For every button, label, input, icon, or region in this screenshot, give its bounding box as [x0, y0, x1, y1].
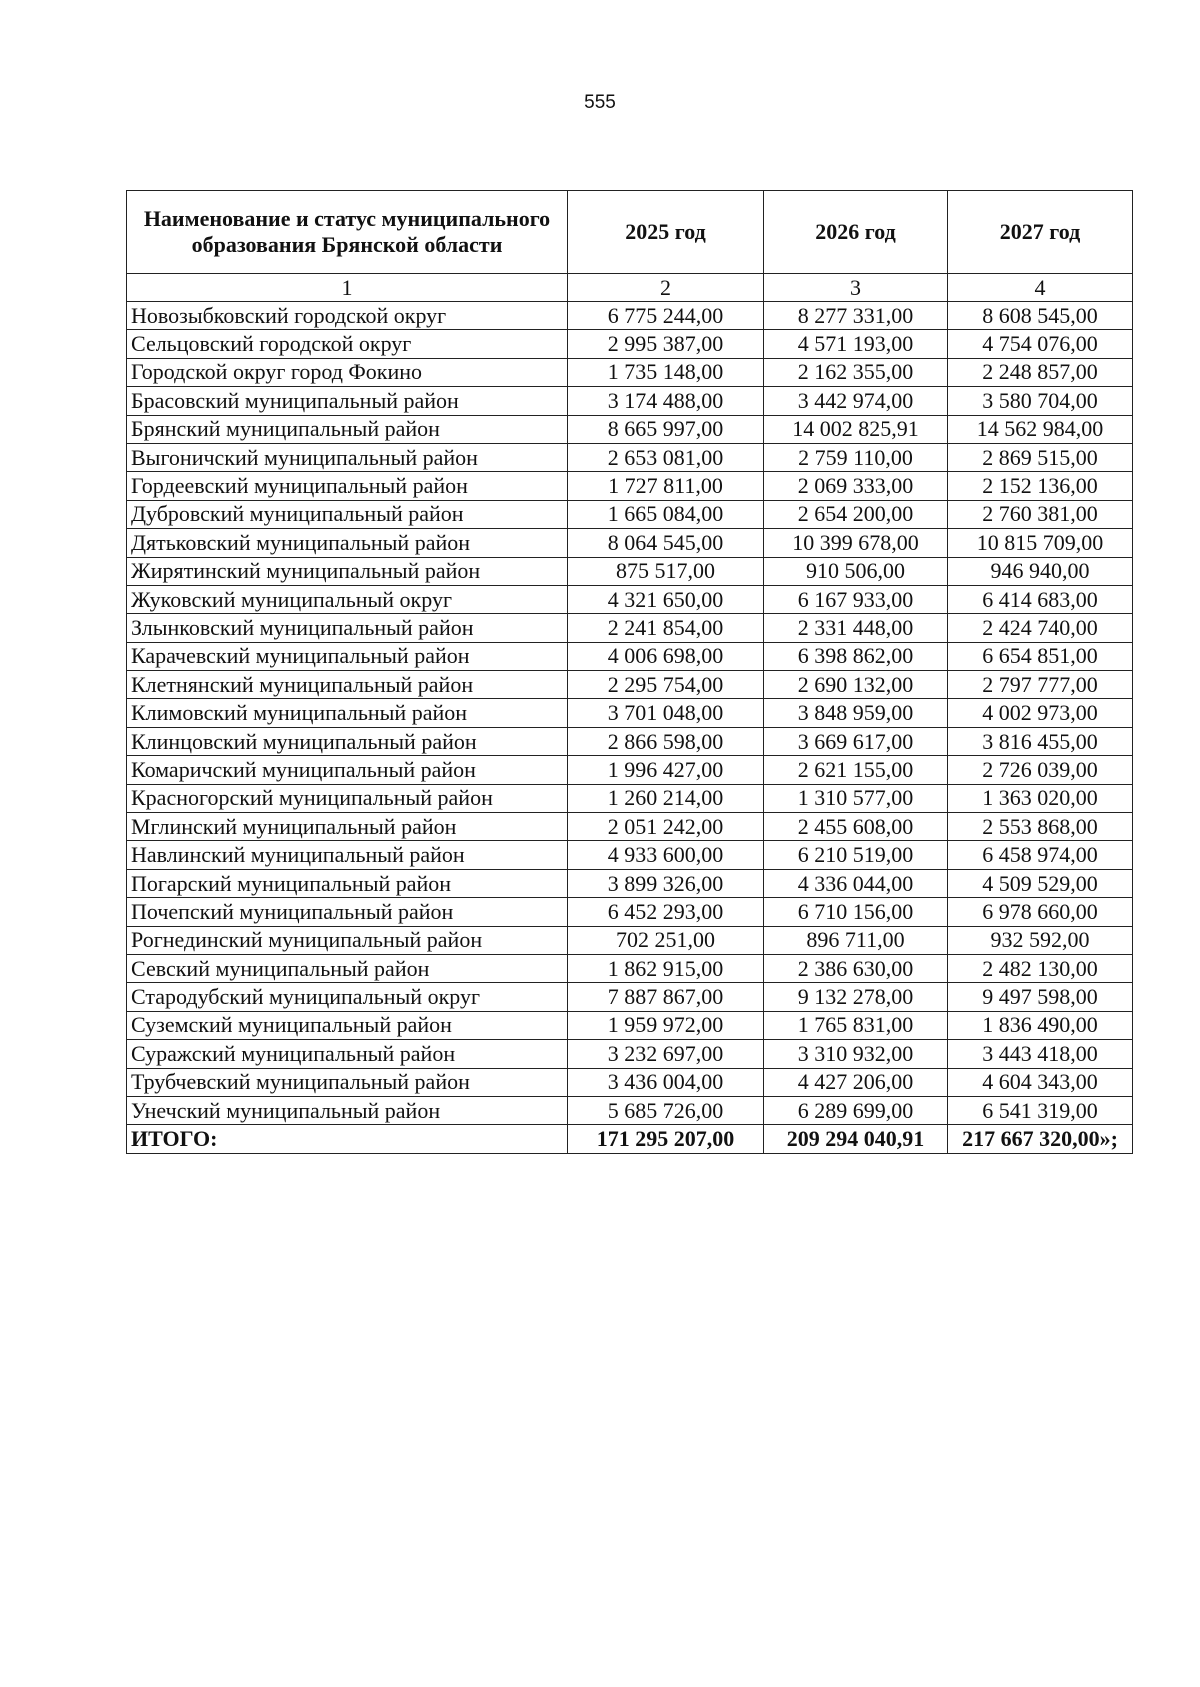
table-row	[127, 756, 1133, 784]
municipality-name-cell: Дятьковский муниципальный район	[127, 529, 568, 557]
municipality-name-cell: Клетнянский муниципальный район	[127, 671, 568, 699]
municipality-name-cell: Навлинский муниципальный район	[127, 841, 568, 869]
value-2025-cell: 2 051 242,00	[568, 813, 764, 841]
table-row	[127, 671, 1133, 699]
value-2025-cell: 1 735 148,00	[568, 358, 764, 386]
table-row	[127, 642, 1133, 670]
value-2026-cell: 2 759 110,00	[764, 443, 948, 471]
municipality-name-cell: Рогнединский муниципальный район	[127, 926, 568, 954]
header-municipality: Наименование и статус муниципального образования Брянской области	[127, 191, 568, 274]
table-row	[127, 557, 1133, 585]
value-2026-cell: 2 621 155,00	[764, 756, 948, 784]
column-number-row	[127, 274, 1133, 302]
value-2025-cell: 4 933 600,00	[568, 841, 764, 869]
municipality-name-cell: Брянский муниципальный район	[127, 415, 568, 443]
total-2027: 217 667 320,00»;	[948, 1125, 1133, 1153]
value-2026-cell: 2 162 355,00	[764, 358, 948, 386]
value-2025-cell: 2 653 081,00	[568, 443, 764, 471]
value-2027-cell: 6 414 683,00	[948, 585, 1133, 613]
municipality-name-cell: Карачевский муниципальный район	[127, 642, 568, 670]
value-2026-cell: 8 277 331,00	[764, 302, 948, 330]
value-2027-cell: 2 424 740,00	[948, 614, 1133, 642]
value-2027-cell: 4 604 343,00	[948, 1068, 1133, 1096]
value-2025-cell: 8 665 997,00	[568, 415, 764, 443]
header-2026: 2026 год	[764, 191, 948, 274]
value-2026-cell: 1 765 831,00	[764, 1011, 948, 1039]
value-2025-cell: 1 665 084,00	[568, 500, 764, 528]
table-row	[127, 387, 1133, 415]
table-row	[127, 784, 1133, 812]
table-row	[127, 1068, 1133, 1096]
value-2026-cell: 3 310 932,00	[764, 1040, 948, 1068]
value-2025-cell: 3 232 697,00	[568, 1040, 764, 1068]
value-2027-cell: 6 541 319,00	[948, 1096, 1133, 1124]
value-2027-cell: 2 553 868,00	[948, 813, 1133, 841]
value-2026-cell: 3 669 617,00	[764, 727, 948, 755]
value-2026-cell: 14 002 825,91	[764, 415, 948, 443]
value-2026-cell: 3 848 959,00	[764, 699, 948, 727]
value-2025-cell: 2 995 387,00	[568, 330, 764, 358]
value-2026-cell: 6 167 933,00	[764, 585, 948, 613]
value-2025-cell: 1 260 214,00	[568, 784, 764, 812]
value-2027-cell: 2 152 136,00	[948, 472, 1133, 500]
table-body	[127, 302, 1133, 1125]
value-2027-cell: 9 497 598,00	[948, 983, 1133, 1011]
municipality-name-cell: Жуковский муниципальный округ	[127, 585, 568, 613]
table-header-row	[127, 191, 1133, 274]
column-number: 2	[568, 274, 764, 302]
header-2025: 2025 год	[568, 191, 764, 274]
value-2027-cell: 4 509 529,00	[948, 869, 1133, 897]
municipality-name-cell: Выгоничский муниципальный район	[127, 443, 568, 471]
municipality-name-cell: Стародубский муниципальный округ	[127, 983, 568, 1011]
table-row	[127, 699, 1133, 727]
value-2026-cell: 910 506,00	[764, 557, 948, 585]
table-row	[127, 358, 1133, 386]
value-2026-cell: 2 386 630,00	[764, 954, 948, 982]
value-2027-cell: 6 654 851,00	[948, 642, 1133, 670]
value-2027-cell: 946 940,00	[948, 557, 1133, 585]
value-2025-cell: 8 064 545,00	[568, 529, 764, 557]
municipality-name-cell: Суражский муниципальный район	[127, 1040, 568, 1068]
table-row	[127, 813, 1133, 841]
value-2025-cell: 6 452 293,00	[568, 898, 764, 926]
value-2026-cell: 2 690 132,00	[764, 671, 948, 699]
municipality-name-cell: Севский муниципальный район	[127, 954, 568, 982]
total-row	[127, 1125, 1133, 1153]
value-2025-cell: 2 295 754,00	[568, 671, 764, 699]
value-2025-cell: 702 251,00	[568, 926, 764, 954]
value-2025-cell: 1 996 427,00	[568, 756, 764, 784]
value-2025-cell: 3 899 326,00	[568, 869, 764, 897]
total-2026: 209 294 040,91	[764, 1125, 948, 1153]
value-2026-cell: 2 331 448,00	[764, 614, 948, 642]
table-row	[127, 472, 1133, 500]
value-2025-cell: 7 887 867,00	[568, 983, 764, 1011]
municipality-name-cell: Суземский муниципальный район	[127, 1011, 568, 1039]
table-row	[127, 1011, 1133, 1039]
value-2025-cell: 4 006 698,00	[568, 642, 764, 670]
table-row	[127, 727, 1133, 755]
table-row	[127, 529, 1133, 557]
municipality-name-cell: Почепский муниципальный район	[127, 898, 568, 926]
value-2025-cell: 1 727 811,00	[568, 472, 764, 500]
value-2027-cell: 6 458 974,00	[948, 841, 1133, 869]
value-2026-cell: 4 427 206,00	[764, 1068, 948, 1096]
page-number: 555	[584, 92, 616, 113]
value-2027-cell: 10 815 709,00	[948, 529, 1133, 557]
table-row	[127, 415, 1133, 443]
value-2027-cell: 14 562 984,00	[948, 415, 1133, 443]
municipality-name-cell: Городской округ город Фокино	[127, 358, 568, 386]
table-row	[127, 926, 1133, 954]
table-row	[127, 841, 1133, 869]
municipality-name-cell: Клинцовский муниципальный район	[127, 727, 568, 755]
municipality-name-cell: Жирятинский муниципальный район	[127, 557, 568, 585]
municipality-name-cell: Комаричский муниципальный район	[127, 756, 568, 784]
total-2025: 171 295 207,00	[568, 1125, 764, 1153]
value-2025-cell: 3 436 004,00	[568, 1068, 764, 1096]
table-row	[127, 330, 1133, 358]
table-row	[127, 1040, 1133, 1068]
value-2026-cell: 3 442 974,00	[764, 387, 948, 415]
municipality-name-cell: Гордеевский муниципальный район	[127, 472, 568, 500]
table-row	[127, 585, 1133, 613]
municipality-name-cell: Брасовский муниципальный район	[127, 387, 568, 415]
budget-table	[126, 190, 1133, 1154]
table-row	[127, 443, 1133, 471]
table-row	[127, 1096, 1133, 1124]
value-2027-cell: 2 869 515,00	[948, 443, 1133, 471]
value-2027-cell: 4 002 973,00	[948, 699, 1133, 727]
total-label: ИТОГО:	[127, 1125, 568, 1153]
value-2027-cell: 932 592,00	[948, 926, 1133, 954]
value-2027-cell: 2 797 777,00	[948, 671, 1133, 699]
value-2025-cell: 4 321 650,00	[568, 585, 764, 613]
table-row	[127, 898, 1133, 926]
value-2027-cell: 2 760 381,00	[948, 500, 1133, 528]
table-row	[127, 954, 1133, 982]
column-number: 1	[127, 274, 568, 302]
municipality-name-cell: Мглинский муниципальный район	[127, 813, 568, 841]
value-2027-cell: 3 443 418,00	[948, 1040, 1133, 1068]
value-2027-cell: 2 482 130,00	[948, 954, 1133, 982]
value-2027-cell: 3 580 704,00	[948, 387, 1133, 415]
value-2027-cell: 1 363 020,00	[948, 784, 1133, 812]
value-2026-cell: 896 711,00	[764, 926, 948, 954]
municipality-name-cell: Климовский муниципальный район	[127, 699, 568, 727]
value-2027-cell: 6 978 660,00	[948, 898, 1133, 926]
municipality-name-cell: Красногорский муниципальный район	[127, 784, 568, 812]
municipality-name-cell: Сельцовский городской округ	[127, 330, 568, 358]
value-2026-cell: 10 399 678,00	[764, 529, 948, 557]
table-row	[127, 869, 1133, 897]
table-row	[127, 614, 1133, 642]
value-2026-cell: 4 571 193,00	[764, 330, 948, 358]
value-2027-cell: 2 726 039,00	[948, 756, 1133, 784]
municipality-name-cell: Новозыбковский городской округ	[127, 302, 568, 330]
value-2026-cell: 6 710 156,00	[764, 898, 948, 926]
value-2026-cell: 6 210 519,00	[764, 841, 948, 869]
value-2027-cell: 4 754 076,00	[948, 330, 1133, 358]
value-2025-cell: 3 701 048,00	[568, 699, 764, 727]
value-2026-cell: 2 455 608,00	[764, 813, 948, 841]
value-2026-cell: 2 069 333,00	[764, 472, 948, 500]
value-2026-cell: 2 654 200,00	[764, 500, 948, 528]
value-2025-cell: 875 517,00	[568, 557, 764, 585]
value-2026-cell: 1 310 577,00	[764, 784, 948, 812]
value-2025-cell: 1 959 972,00	[568, 1011, 764, 1039]
value-2026-cell: 6 398 862,00	[764, 642, 948, 670]
value-2025-cell: 3 174 488,00	[568, 387, 764, 415]
header-2027: 2027 год	[948, 191, 1133, 274]
value-2027-cell: 3 816 455,00	[948, 727, 1133, 755]
municipality-name-cell: Погарский муниципальный район	[127, 869, 568, 897]
value-2025-cell: 6 775 244,00	[568, 302, 764, 330]
table-row	[127, 983, 1133, 1011]
value-2027-cell: 1 836 490,00	[948, 1011, 1133, 1039]
value-2025-cell: 1 862 915,00	[568, 954, 764, 982]
municipality-name-cell: Дубровский муниципальный район	[127, 500, 568, 528]
value-2025-cell: 2 241 854,00	[568, 614, 764, 642]
municipality-name-cell: Унечский муниципальный район	[127, 1096, 568, 1124]
municipality-name-cell: Злынковский муниципальный район	[127, 614, 568, 642]
column-number: 4	[948, 274, 1133, 302]
municipality-name-cell: Трубчевский муниципальный район	[127, 1068, 568, 1096]
value-2026-cell: 4 336 044,00	[764, 869, 948, 897]
value-2025-cell: 5 685 726,00	[568, 1096, 764, 1124]
value-2026-cell: 9 132 278,00	[764, 983, 948, 1011]
value-2027-cell: 2 248 857,00	[948, 358, 1133, 386]
value-2026-cell: 6 289 699,00	[764, 1096, 948, 1124]
table-row	[127, 302, 1133, 330]
value-2025-cell: 2 866 598,00	[568, 727, 764, 755]
column-number: 3	[764, 274, 948, 302]
value-2027-cell: 8 608 545,00	[948, 302, 1133, 330]
table-row	[127, 500, 1133, 528]
